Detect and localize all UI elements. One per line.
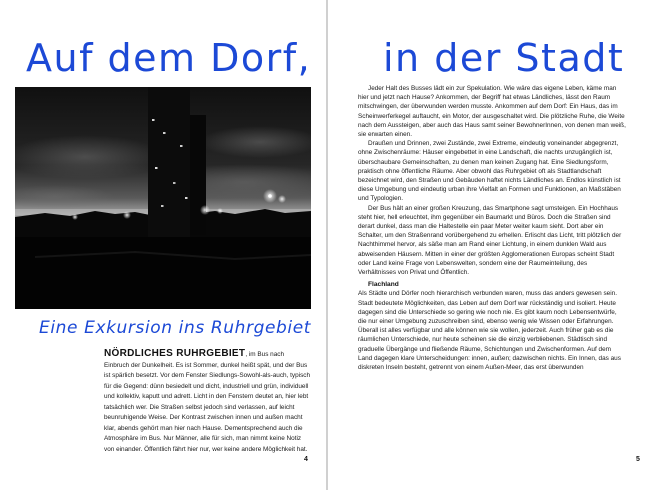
paragraph: Der Bus hält an einer großen Kreuzung, das Smartphone sagt umsteigen. Ein Hochhaus steht hier, hell erleuchtet, ihm gegenüber ein Baumarkt und Büros. Doch die Straßen sind derart dunkel, dass man die Haltestelle ein paar Meter weiter kaum sieht. Dort aber ein Schalter, um den Straßenrand vorübergehend zu erhellen. Erlischt das Licht, tritt plötzlich der Nachthimmel hervor, als säße man am Rand einer Lichtung, in einem dunklen Wald aus abweisenden Häusern. Mitten in einer der größten Agglomerationen Europas scheint Stadt oder Land keine Frage von Lebenswelten, sondern eine der Raumeinteilung, des Verhältnisses von Privat und Öffentlich. — [358, 204, 622, 277]
right-page — [328, 0, 654, 490]
paragraph: Draußen und Drinnen, zwei Zustände, zwei Extreme, eindeutig voneinander abgegrenzt, ohne Zwischenräume: Häuser eingebettet in eine Landschaft, die nachts unzugänglich ist, überschaubare Gemeinschaften, zu denen man keinen Zugang hat. Eine Siedlungsform, praktisch ohne öffentliche Räume. Aber obwohl das Ruhrgebiet oft als Stadtlandschaft bezeichnet wird, den Straßen und Gebäuden haftet nichts Ländliches an. Endlos künstlich ist diese Umgebung und eindeutig urban ihre Vielfalt an Formen und Funktionen, an Maßstäben und Typologien. — [358, 140, 621, 203]
intro-paragraph — [104, 349, 310, 455]
page-title-left: Auf dem Dorf, — [26, 36, 312, 80]
intro-lead: NÖRDLICHES RUHRGEBIET — [104, 348, 246, 359]
page-number-right: 5 — [636, 456, 640, 463]
night-city-photo — [15, 87, 311, 309]
section-paragraph: Als Städte und Dörfer noch hierarchisch verbunden waren, muss das anders gewesen sein. Stadt bedeutete Möglichkeiten, das Leben auf dem Dorf war rückständig und isoliert. Heute dagegen sind die Unterschiede so gering wie noch nie. Es gibt kaum noch Lebensentwürfe, die nur einer Umgebung zuzuschreiben sind, ebenso wenig wie Wissen oder Erfahrungen. Überall ist alles verfügbar und alle können wie sie wollen, jederzeit. Auch früher gab es die räumlichen Unterschiede, nur heute scheinen sie die einzig verbliebenen. Städtisch sind graduelle Übergänge und fließende Räume, Schichtungen und Zwischenformen. Auf dem Land dagegen klare Unterscheidungen: innen, außen; dazwischen nichts. Ein Innen, das aus diskreten Inseln besteht, getrennt von einem Außen-Meer, das erst überwunden — [358, 290, 621, 372]
intro-text: , im Bus nach Einbruch der Dunkelheit. Es ist Sommer, dunkel heißt spät, und der Bus ist spärlich besetzt. Vor dem Fenster Siedlungs-Sowohl-als-auch, typisch für die Gegend: dünn besiedelt und dicht, industriell und grün, individuell und kollektiv, kaputt und adrett. Licht in den Fenstern deutet an, hier lebt tatsächlich wer. Die Straßen selbst jedoch sind verlassen, auf leicht beunruhigende Weise. Der Kontrast zwischen innen und außen macht klar, abends gehört man hier nach Hause. Dementsprechend auch die Atmosphäre im Bus. Nur Männer, alle für sich, man nimmt keine Notiz von einander. Öffentlich fährt hier nur, wer keine andere Möglichkeit hat. — [104, 351, 311, 453]
text-column — [358, 84, 626, 372]
left-page — [0, 0, 326, 490]
paragraph: Jeder Halt des Busses lädt ein zur Spekulation. Wie wäre das eigene Leben, käme man hier und jetzt nach Hause? Ankommen, der Begriff hat etwas Ländliches, lässt den Raum mitschwingen, der überwunden werden musste. Ankommen auf dem Dorf: Ein Haus, das im Scheinwerferkegel auftaucht, ein Motor, der ausgeschaltet wird. Die plötzliche Ruhe, die Weite nach dem Aussteigen, aber auch das Haus samt seiner BewohnerInnen, von denen man weiß, sie erwarten einen. — [358, 85, 626, 139]
subtitle: Eine Exkursion ins Ruhrgebiet — [39, 318, 312, 338]
page-title-right: in der Stadt — [383, 36, 625, 80]
section-heading: Flachland — [368, 281, 399, 289]
page-number-left: 4 — [304, 456, 308, 463]
